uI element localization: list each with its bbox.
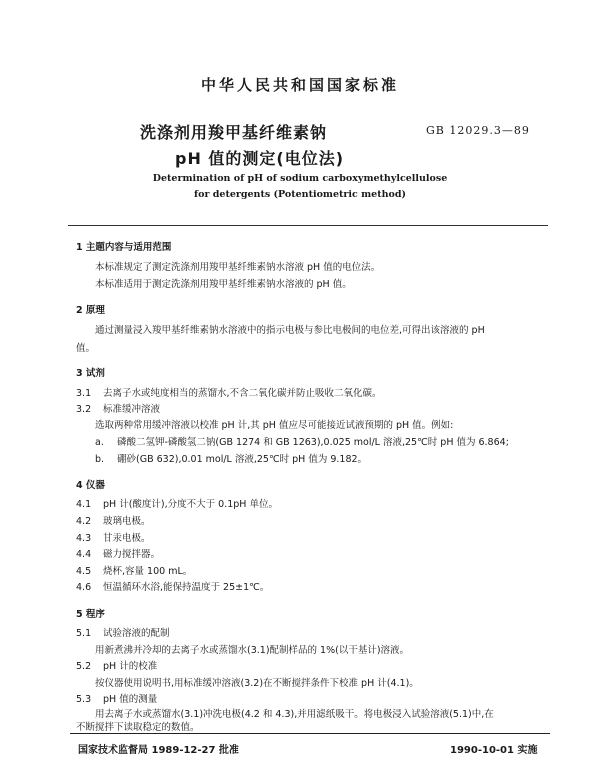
item-5-3-number: 5.3 (76, 694, 92, 705)
header-divider (68, 225, 548, 226)
implementation-date: 1990-10-01 实施 (450, 745, 538, 756)
item-3-1-number: 3.1 (76, 388, 92, 399)
section-2-para-1: 通过测量浸入羧甲基纤维素钠水溶液中的指示电极与参比电极间的电位差,可得出该溶液的 pH (95, 325, 485, 336)
item-4-1-number: 4.1 (76, 499, 92, 510)
item-4-2-text: 玻璃电极。 (103, 516, 151, 527)
section-5-heading: 5 程序 (76, 609, 105, 620)
english-title-line2: for detergents (Potentiometric method) (194, 189, 406, 200)
section-2-heading: 2 原理 (76, 305, 105, 316)
item-4-2-number: 4.2 (76, 516, 92, 527)
item-4-1-text: pH 计(酸度计),分度不大于 0.1pH 单位。 (103, 499, 278, 510)
item-5-1-number: 5.1 (76, 628, 92, 639)
item-5-2-text: pH 计的校准 (103, 661, 158, 672)
item-5-3-description-cont: 不断搅拌下读取稳定的数值。 (76, 722, 200, 733)
item-3-2-number: 3.2 (76, 404, 92, 415)
section-1-para-2: 本标准适用于测定洗涤剂用羧甲基纤维素钠水溶液的 pH 值。 (95, 279, 352, 290)
section-1-para-1: 本标准规定了测定洗涤剂用羧甲基纤维素钠水溶液 pH 值的电位法。 (95, 262, 381, 273)
document-title-line1: 洗涤剂用羧甲基纤维素钠 (140, 123, 328, 142)
item-3-2-b-label: b. (95, 454, 105, 465)
item-4-3-text: 甘汞电极。 (103, 533, 151, 544)
nation-standard-title: 中华人民共和国国家标准 (200, 76, 399, 94)
item-5-2-description: 按仪器使用说明书,用标准缓冲溶液(3.2)在不断搅拌条件下校准 pH 计(4.1)。 (95, 678, 419, 689)
footer-divider (70, 733, 550, 734)
item-5-1-text: 试验溶液的配制 (103, 628, 170, 639)
item-4-6-number: 4.6 (76, 582, 92, 593)
section-2-para-1-cont: 值。 (76, 343, 96, 354)
item-4-5-number: 4.5 (76, 566, 92, 577)
approval-date: 国家技术监督局 1989-12-27 批准 (78, 745, 239, 756)
document-title-line2: pH 值的测定(电位法) (175, 149, 345, 168)
item-4-4-text: 磁力搅拌器。 (103, 549, 161, 560)
section-4-heading: 4 仪器 (76, 480, 105, 491)
item-4-6-text: 恒温循环水浴,能保持温度于 25±1℃。 (103, 582, 270, 593)
item-3-2-a-label: a. (95, 437, 104, 448)
item-5-3-text: pH 值的测量 (103, 694, 158, 705)
item-5-1-description: 用新煮沸并冷却的去离子水或蒸馏水(3.1)配制样品的 1%(以干基计)溶液。 (95, 645, 410, 656)
item-4-5-text: 烧杯,容量 100 mL。 (103, 566, 193, 577)
item-5-2-number: 5.2 (76, 661, 92, 672)
item-3-2-b-text: 硼砂(GB 632),0.01 mol/L 溶液,25℃时 pH 值为 9.182。 (117, 454, 368, 465)
standard-code: GB 12029.3—89 (426, 124, 530, 137)
item-3-2-text: 标准缓冲溶液 (103, 404, 161, 415)
item-5-3-description: 用去离子水或蒸馏水(3.1)冲洗电极(4.2 和 4.3),并用滤纸吸干。将电极浸入试验溶液(5.1)中,在 (95, 709, 494, 720)
section-3-heading: 3 试剂 (76, 368, 105, 379)
item-4-4-number: 4.4 (76, 549, 92, 560)
item-4-3-number: 4.3 (76, 533, 92, 544)
section-1-heading: 1 主题内容与适用范围 (76, 242, 172, 253)
english-title-line1: Determination of pH of sodium carboxymethylcellulose (152, 173, 448, 184)
item-3-2-description: 选取两种常用缓冲溶液以校准 pH 计,其 pH 值应尽可能接近试液预期的 pH 值。例如: (95, 420, 454, 431)
item-3-2-a-text: 磷酸二氢钾-磷酸氢二钠(GB 1274 和 GB 1263),0.025 mol/L 溶液,25℃时 pH 值为 6.864; (117, 437, 509, 448)
item-3-1-text: 去离子水或纯度相当的蒸馏水,不含二氧化碳并防止吸收二氧化碳。 (103, 388, 382, 399)
